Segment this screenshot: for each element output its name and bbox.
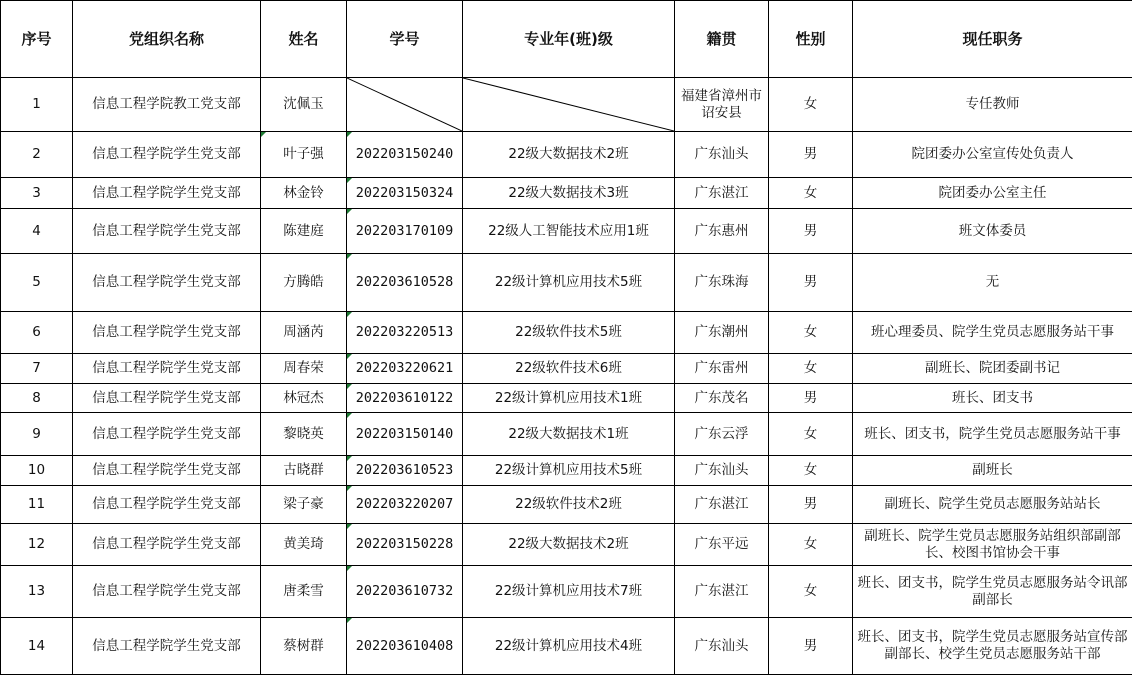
cell-no[interactable]: 8 bbox=[1, 384, 73, 413]
cell-student-id-text: 202203220621 bbox=[355, 360, 454, 376]
cell-student-id[interactable] bbox=[347, 456, 463, 486]
cell-student-id[interactable] bbox=[347, 566, 463, 618]
cell-no[interactable]: 10 bbox=[1, 456, 73, 486]
table-row bbox=[1, 486, 1132, 524]
cell-student-id[interactable] bbox=[347, 354, 463, 384]
table-row bbox=[1, 384, 1132, 413]
cell-role[interactable]: 院团委办公室宣传处负责人 bbox=[853, 132, 1132, 178]
text-number-marker bbox=[347, 486, 352, 491]
text-number-marker bbox=[347, 209, 352, 214]
cell-student-id-text: 202203150228 bbox=[355, 536, 454, 552]
cell-name[interactable]: 周春荣 bbox=[261, 354, 347, 384]
table-row bbox=[1, 312, 1132, 354]
cell-role[interactable]: 副班长、院学生党员志愿服务站站长 bbox=[853, 486, 1132, 524]
text-number-marker bbox=[347, 132, 352, 137]
cell-class[interactable]: 22级计算机应用技术4班 bbox=[463, 618, 675, 675]
cell-class[interactable]: 22级大数据技术1班 bbox=[463, 413, 675, 456]
cell-student-id[interactable] bbox=[347, 618, 463, 675]
diagonal-line bbox=[347, 78, 462, 131]
cell-student-id-empty[interactable] bbox=[347, 78, 463, 132]
cell-class[interactable]: 22级大数据技术2班 bbox=[463, 524, 675, 566]
cell-no[interactable]: 13 bbox=[1, 566, 73, 618]
cell-gender[interactable]: 男 bbox=[769, 132, 853, 178]
cell-student-id-text: 202203610523 bbox=[355, 462, 454, 478]
cell-name[interactable]: 周涵芮 bbox=[261, 312, 347, 354]
cell-origin[interactable]: 广东珠海 bbox=[675, 254, 769, 312]
cell-name[interactable]: 林冠杰 bbox=[261, 384, 347, 413]
cell-name[interactable]: 黄美琦 bbox=[261, 524, 347, 566]
cell-role[interactable]: 无 bbox=[853, 254, 1132, 312]
cell-role[interactable]: 班长、团支书 bbox=[853, 384, 1132, 413]
cell-gender[interactable]: 女 bbox=[769, 413, 853, 456]
table-row bbox=[1, 178, 1132, 209]
header-role: 现任职务 bbox=[853, 1, 1132, 78]
cell-role[interactable]: 班文体委员 bbox=[853, 209, 1132, 254]
cell-gender[interactable]: 女 bbox=[769, 566, 853, 618]
cell-no[interactable]: 4 bbox=[1, 209, 73, 254]
text-number-marker bbox=[347, 178, 352, 183]
cell-role[interactable]: 副班长、院学生党员志愿服务站组织部副部长、校图书馆协会干事 bbox=[853, 524, 1132, 566]
cell-student-id[interactable] bbox=[347, 209, 463, 254]
cell-name[interactable]: 黎晓英 bbox=[261, 413, 347, 456]
cell-student-id[interactable] bbox=[347, 384, 463, 413]
cell-no[interactable]: 7 bbox=[1, 354, 73, 384]
cell-org[interactable]: 信息工程学院学生党支部 bbox=[73, 132, 261, 178]
cell-role[interactable]: 副班长、院团委副书记 bbox=[853, 354, 1132, 384]
cell-name-text: 叶子强 bbox=[283, 146, 324, 162]
cell-origin[interactable]: 广东汕头 bbox=[675, 618, 769, 675]
cell-gender[interactable]: 女 bbox=[769, 456, 853, 486]
cell-org[interactable]: 信息工程学院教工党支部 bbox=[73, 78, 261, 132]
cell-class-empty[interactable] bbox=[463, 78, 675, 132]
cell-no[interactable]: 3 bbox=[1, 178, 73, 209]
cell-gender[interactable]: 男 bbox=[769, 486, 853, 524]
cell-gender[interactable]: 女 bbox=[769, 178, 853, 209]
cell-org[interactable]: 信息工程学院学生党支部 bbox=[73, 312, 261, 354]
cell-class[interactable]: 22级软件技术2班 bbox=[463, 486, 675, 524]
cell-no[interactable]: 1 bbox=[1, 78, 73, 132]
cell-origin[interactable]: 广东湛江 bbox=[675, 178, 769, 209]
cell-origin[interactable]: 广东潮州 bbox=[675, 312, 769, 354]
table-row bbox=[1, 132, 1132, 178]
text-number-marker bbox=[347, 524, 352, 529]
cell-origin[interactable]: 广东汕头 bbox=[675, 132, 769, 178]
cell-name[interactable]: 古晓群 bbox=[261, 456, 347, 486]
header-no: 序号 bbox=[1, 1, 73, 78]
cell-class[interactable]: 22级软件技术6班 bbox=[463, 354, 675, 384]
header-org: 党组织名称 bbox=[73, 1, 261, 78]
table-row bbox=[1, 524, 1132, 566]
cell-class[interactable]: 22级大数据技术3班 bbox=[463, 178, 675, 209]
header-student-id: 学号 bbox=[347, 1, 463, 78]
table-row bbox=[1, 78, 1132, 132]
text-number-marker bbox=[347, 312, 352, 317]
cell-class[interactable]: 22级人工智能技术应用1班 bbox=[463, 209, 675, 254]
cell-org[interactable]: 信息工程学院学生党支部 bbox=[73, 456, 261, 486]
cell-role[interactable]: 副班长 bbox=[853, 456, 1132, 486]
text-number-marker bbox=[347, 413, 352, 418]
cell-gender[interactable]: 男 bbox=[769, 384, 853, 413]
cell-no[interactable]: 12 bbox=[1, 524, 73, 566]
cell-origin[interactable]: 广东雷州 bbox=[675, 354, 769, 384]
cell-org[interactable]: 信息工程学院学生党支部 bbox=[73, 354, 261, 384]
header-class: 专业年(班)级 bbox=[463, 1, 675, 78]
cell-org[interactable]: 信息工程学院学生党支部 bbox=[73, 384, 261, 413]
cell-origin[interactable]: 广东湛江 bbox=[675, 486, 769, 524]
cell-no[interactable]: 6 bbox=[1, 312, 73, 354]
table-row bbox=[1, 618, 1132, 675]
cell-class[interactable]: 22级计算机应用技术7班 bbox=[463, 566, 675, 618]
cell-gender[interactable]: 女 bbox=[769, 354, 853, 384]
cell-no[interactable]: 2 bbox=[1, 132, 73, 178]
cell-gender[interactable]: 女 bbox=[769, 312, 853, 354]
cell-name[interactable] bbox=[261, 132, 347, 178]
text-number-marker bbox=[347, 456, 352, 461]
table-row bbox=[1, 354, 1132, 384]
cell-org[interactable]: 信息工程学院学生党支部 bbox=[73, 486, 261, 524]
cell-student-id-text: 202203610732 bbox=[355, 583, 454, 599]
cell-no[interactable]: 9 bbox=[1, 413, 73, 456]
cell-role[interactable]: 班长、团支书，院学生党员志愿服务站干事 bbox=[853, 413, 1132, 456]
cell-class[interactable]: 22级计算机应用技术1班 bbox=[463, 384, 675, 413]
cell-gender[interactable]: 女 bbox=[769, 524, 853, 566]
cell-role[interactable]: 班长、团支书，院学生党员志愿服务站令讯部副部长 bbox=[853, 566, 1132, 618]
cell-name[interactable]: 梁子豪 bbox=[261, 486, 347, 524]
cell-origin[interactable]: 广东云浮 bbox=[675, 413, 769, 456]
cell-origin[interactable]: 广东惠州 bbox=[675, 209, 769, 254]
cell-student-id[interactable] bbox=[347, 254, 463, 312]
cell-student-id-text: 202203610122 bbox=[355, 389, 454, 406]
cell-org[interactable]: 信息工程学院学生党支部 bbox=[73, 524, 261, 566]
header-name: 姓名 bbox=[261, 1, 347, 78]
table-row bbox=[1, 254, 1132, 312]
cell-org[interactable]: 信息工程学院学生党支部 bbox=[73, 413, 261, 456]
header-row bbox=[1, 1, 1132, 78]
cell-gender[interactable]: 男 bbox=[769, 254, 853, 312]
cell-name[interactable]: 林金铃 bbox=[261, 178, 347, 209]
text-number-marker bbox=[347, 354, 352, 359]
cell-gender[interactable]: 男 bbox=[769, 618, 853, 675]
text-number-marker bbox=[347, 566, 352, 571]
table-row bbox=[1, 413, 1132, 456]
text-number-marker bbox=[261, 132, 266, 137]
cell-gender[interactable]: 男 bbox=[769, 209, 853, 254]
cell-gender[interactable]: 女 bbox=[769, 78, 853, 132]
header-gender: 性别 bbox=[769, 1, 853, 78]
cell-class[interactable]: 22级软件技术5班 bbox=[463, 312, 675, 354]
cell-name[interactable]: 唐柔雪 bbox=[261, 566, 347, 618]
cell-name[interactable]: 蔡树群 bbox=[261, 618, 347, 675]
cell-student-id-text: 202203150240 bbox=[355, 146, 454, 162]
header-origin: 籍贯 bbox=[675, 1, 769, 78]
cell-origin[interactable]: 广东平远 bbox=[675, 524, 769, 566]
table-row bbox=[1, 566, 1132, 618]
cell-class[interactable]: 22级大数据技术2班 bbox=[463, 132, 675, 178]
cell-student-id-text: 202203150324 bbox=[355, 184, 454, 201]
cell-role[interactable]: 专任教师 bbox=[853, 78, 1132, 132]
cell-student-id-text: 202203610528 bbox=[355, 274, 454, 290]
cell-origin[interactable]: 广东汕头 bbox=[675, 456, 769, 486]
cell-student-id-text: 202203610408 bbox=[355, 637, 454, 654]
cell-origin[interactable]: 广东湛江 bbox=[675, 566, 769, 618]
cell-origin[interactable]: 福建省漳州市诏安县 bbox=[675, 78, 769, 132]
cell-no[interactable]: 11 bbox=[1, 486, 73, 524]
cell-role[interactable]: 班长、团支书，院学生党员志愿服务站宣传部副部长、校学生党员志愿服务站干部 bbox=[853, 618, 1132, 675]
cell-name[interactable]: 陈建庭 bbox=[261, 209, 347, 254]
cell-student-id[interactable] bbox=[347, 312, 463, 354]
text-number-marker bbox=[347, 254, 352, 259]
cell-origin[interactable]: 广东茂名 bbox=[675, 384, 769, 413]
cell-no[interactable]: 5 bbox=[1, 254, 73, 312]
cell-student-id-text: 202203150140 bbox=[355, 425, 454, 442]
cell-student-id-text: 202203220207 bbox=[355, 496, 454, 512]
cell-student-id[interactable] bbox=[347, 486, 463, 524]
cell-org[interactable]: 信息工程学院学生党支部 bbox=[73, 178, 261, 209]
cell-class[interactable]: 22级计算机应用技术5班 bbox=[463, 456, 675, 486]
cell-name[interactable]: 沈佩玉 bbox=[261, 78, 347, 132]
text-number-marker bbox=[347, 618, 352, 623]
cell-org[interactable]: 信息工程学院学生党支部 bbox=[73, 254, 261, 312]
cell-no[interactable]: 14 bbox=[1, 618, 73, 675]
cell-student-id-text: 202203170109 bbox=[355, 222, 454, 239]
cell-org[interactable]: 信息工程学院学生党支部 bbox=[73, 618, 261, 675]
cell-name[interactable]: 方腾皓 bbox=[261, 254, 347, 312]
cell-role[interactable]: 班心理委员、院学生党员志愿服务站干事 bbox=[853, 312, 1132, 354]
cell-role[interactable]: 院团委办公室主任 bbox=[853, 178, 1132, 209]
cell-student-id[interactable] bbox=[347, 132, 463, 178]
cell-student-id-text: 202203220513 bbox=[355, 324, 454, 340]
cell-org[interactable]: 信息工程学院学生党支部 bbox=[73, 566, 261, 618]
table-row bbox=[1, 209, 1132, 254]
cell-student-id[interactable] bbox=[347, 413, 463, 456]
text-number-marker bbox=[347, 384, 352, 389]
cell-class[interactable]: 22级计算机应用技术5班 bbox=[463, 254, 675, 312]
table-row bbox=[1, 456, 1132, 486]
cell-student-id[interactable] bbox=[347, 178, 463, 209]
cell-org[interactable]: 信息工程学院学生党支部 bbox=[73, 209, 261, 254]
diagonal-line bbox=[463, 78, 674, 131]
cell-student-id[interactable] bbox=[347, 524, 463, 566]
